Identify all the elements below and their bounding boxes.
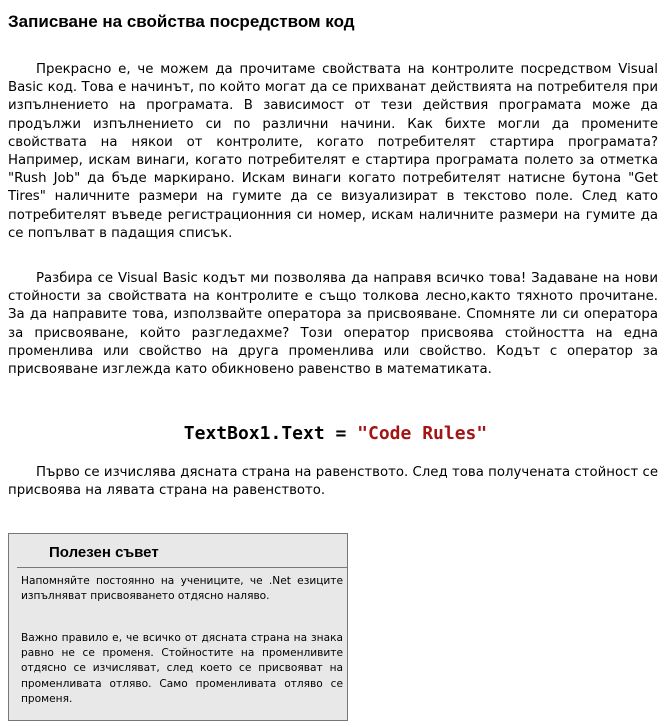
paragraph-evaluation: Първо се изчислява дясната страна на равенството. След това получената стойност се присвоява на лявата страна на равенството. xyxy=(8,465,658,499)
code-left: TextBox1.Text = xyxy=(183,423,358,444)
tip-divider xyxy=(17,567,347,568)
tip-text-1: Напомняйте постоянно на учениците, че .Net езиците изпълняват присвояването отдясно наляво. xyxy=(21,575,343,603)
code-string: "Code Rules" xyxy=(357,423,488,444)
tip-title: Полезен съвет xyxy=(49,544,159,561)
code-example xyxy=(0,423,671,445)
paragraph-assignment: Разбира се Visual Basic кодът ми позволява да направя всичко това! Задаване на нови стойности за свойствата на контролите е също толкова лесно,както тяхното прочитане. За да направите това, използвайте оператора за присвояване. Спомняте ли си оператора за присвояване, който разгледахме? Този оператор присвоява стойността на една променлива или свойство на друга променлива или свойство. Кодът с оператор за присвояване изглежда като обикновено равенство в математиката. xyxy=(8,271,658,378)
tip-text-2: Важно правило е, че всичко от дясната страна на знака равно не се променя. Стойностите на променливите отдясно се изчисляват, след което се присвояват на променливата отляво. Само променливата отляво се променя. xyxy=(21,632,343,705)
page-title: Записване на свойства посредством код xyxy=(8,12,355,31)
tip-box xyxy=(8,533,348,721)
paragraph-intro: Прекрасно е, че можем да прочитаме свойствата на контролите посредством Visual Basic код. Това е начинът, по който могат да се прихванат действията на потребителя при изпълнението на програмата. В зависимост от тези действия програмата може да продължи изпълнението си по различни начини. Как бихте могли да промените свойствата на някои от контролите, когато потребителят стартира програмата? Например, искам винаги, когато потребителят е стартира програмата полето за отметка "Rush Job" да бъде маркирано. Искам винаги когато потребителят натисне бутона "Get Tires" наличните размери на гумите да се визуализират в текстово поле. След като потребителят въведе регистрационния си номер, искам наличните размери на гумите да се попълват в падащия списък. xyxy=(8,62,658,241)
